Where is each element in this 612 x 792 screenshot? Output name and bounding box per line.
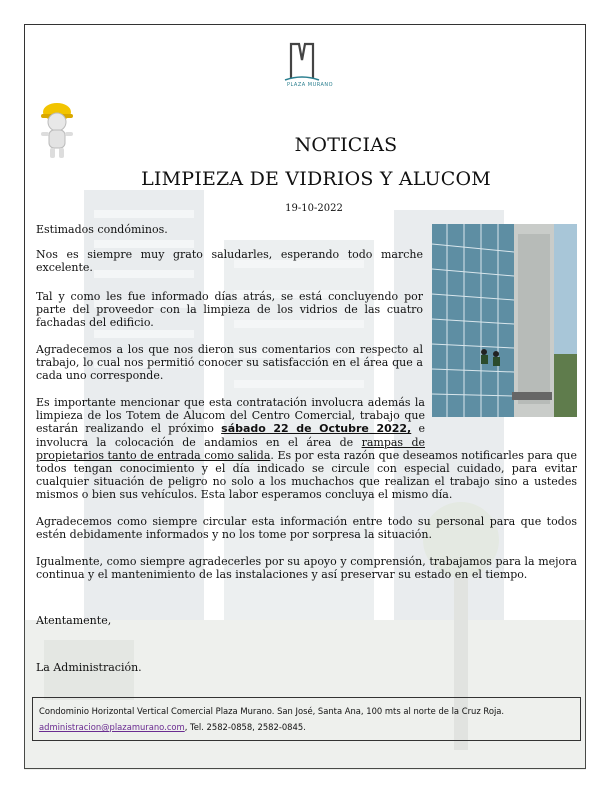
closing: Atentamente, <box>36 614 112 627</box>
signature: La Administración. <box>36 661 142 674</box>
paragraph-4-text-b: e involucra la colocación de andamios en el área de <box>36 422 425 449</box>
paragraph-3: Agradecemos a los que nos dieron sus comentarios con respecto al trabajo, lo cual nos permitió conocer su satisfacción en el área que a cada uno corresponde. <box>36 343 423 383</box>
work-date-highlight: sábado 22 de Octubre 2022, <box>221 422 412 436</box>
paragraph-6: Igualmente, como siempre agradecerles por su apoyo y comprensión, trabajamos para la mejora continua y el mantenimiento de las instalaciones y así preservar su estado en el tiempo. <box>36 555 577 582</box>
building-cleaning-photo <box>432 224 577 417</box>
paragraph-2: Tal y como les fue informado días atrás, se está concluyendo por parte del proveedor con la limpieza de los vidrios de las cuatro fachadas del edificio. <box>36 290 423 330</box>
logo-mark-icon <box>281 38 323 84</box>
paragraph-4-text-a: Es importante mencionar que esta contratación involucra además la limpieza de los Totem de Alucom del Centro Comercial, trabajo que estarán realizando el próximo <box>36 396 425 436</box>
paragraph-4 <box>36 396 577 502</box>
footer-phones: , Tel. 2582-0858, 2582-0845. <box>184 722 306 732</box>
email-link[interactable]: administracion@plazamurano.com <box>39 722 185 732</box>
plaza-murano-logo <box>281 38 334 96</box>
page-title-subject: LIMPIEZA DE VIDRIOS Y ALUCOM <box>141 168 491 190</box>
page-title-noticias: NOTICIAS <box>294 134 398 156</box>
footer-address: Condominio Horizontal Vertical Comercial Plaza Murano. San José, Santa Ana, 100 mts al norte de la Cruz Roja. <box>39 706 505 716</box>
logo-text: PLAZA MURANO <box>287 82 334 88</box>
paragraph-1: Nos es siempre muy grato saludarles, esperando todo marche excelente. <box>36 248 423 275</box>
greeting: Estimados condóminos. <box>36 223 168 236</box>
footer-contact-box <box>32 697 581 741</box>
footer-contact-line <box>39 719 574 735</box>
paragraph-4-text-c: . Es por esta razón que deseamos notificarles para que todos tengan conocimiento y el día indicado se circule con especial cuidado, para evitar cualquier situación de peligro no solo a los muchachos que realizan el trabajo sino a ustedes mismos o bien sus vehículos. Esta labor esperamos concluya el mismo día. <box>36 448 577 502</box>
notice-date: 19-10-2022 <box>285 203 343 214</box>
paragraph-5: Agradecemos como siempre circular esta información entre todo su personal para que todos estén debidamente informados y no los tome por sorpresa la situación. <box>36 515 577 542</box>
work-area-highlight: rampas de propietarios tanto de entrada como salida <box>36 435 425 462</box>
